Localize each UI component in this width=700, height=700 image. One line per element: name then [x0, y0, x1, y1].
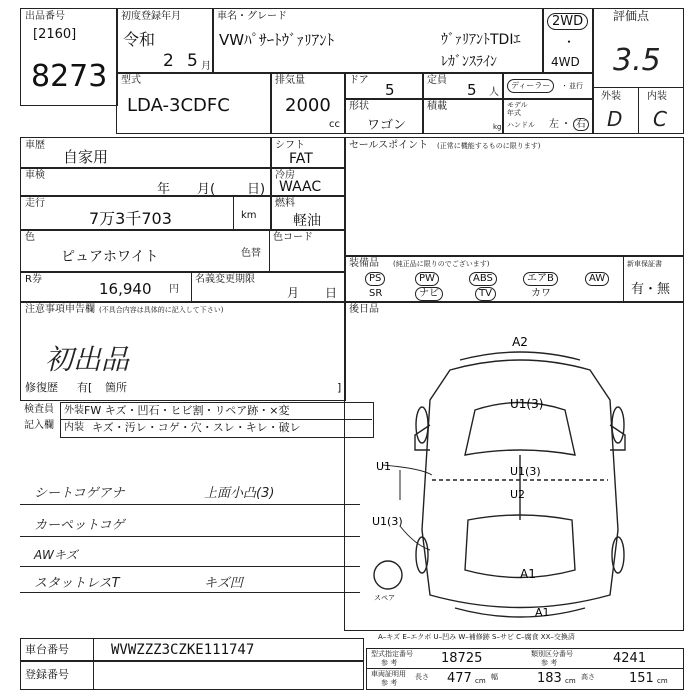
mileage-divider: [233, 196, 234, 230]
exterior-label: 外装: [601, 91, 621, 102]
equip-aw: AW: [585, 272, 609, 286]
spec-length-label: 長さ: [415, 673, 429, 681]
handle-label: ハンドル: [507, 121, 535, 129]
remark-left-0: シートコゲアナ: [34, 486, 125, 501]
equipment-box: [344, 255, 684, 303]
ac-box: [270, 167, 346, 197]
load-unit: kg: [493, 123, 502, 131]
body-value: ワゴン: [367, 118, 407, 133]
repair-label: 修復歴: [25, 381, 58, 394]
sales-point-box: [344, 137, 684, 257]
spec-length-unit: cm: [475, 677, 486, 685]
rating-box: [592, 8, 684, 134]
repair-close: ]: [337, 381, 342, 394]
inspector-label-2: 記入欄: [24, 420, 54, 431]
car-name-label: 車名・グレード: [217, 11, 287, 22]
interior-title: 内装: [64, 422, 84, 433]
notes-handwritten: 初出品: [45, 343, 130, 376]
body-box: [344, 98, 424, 134]
car-name-value: VWﾊﾟｻｰﾄｳﾞｧﾘｱﾝﾄ: [219, 31, 335, 49]
doors-box: [344, 72, 424, 100]
spec-class-value: 4241: [613, 651, 647, 666]
spec-width-unit: cm: [565, 677, 576, 685]
model-year-label-1: モデル: [507, 101, 528, 109]
equip-sr: SR: [369, 288, 383, 299]
notes-note: (不具合内容は具体的に記入して下さい): [99, 306, 224, 314]
displacement-unit: cc: [329, 119, 340, 130]
diag-label-u1-left: U1: [376, 460, 392, 473]
diag-label-a1-rear: A1: [520, 567, 536, 581]
interior-text: キズ・汚レ・コゲ・穴・スレ・キレ・破レ: [92, 421, 301, 434]
color-value: ピュアホワイト: [61, 249, 159, 265]
diag-label-a1-bumper: A1: [535, 606, 550, 619]
repair-unit: 箇所: [105, 381, 127, 394]
ac-value: WAAC: [279, 179, 322, 195]
notes-box: [20, 301, 346, 401]
body-label: 形状: [349, 101, 369, 112]
warranty-label: 新車保証書: [627, 260, 662, 268]
capacity-box: [422, 72, 504, 100]
equip-abs: ABS: [469, 272, 497, 286]
rating-label: 評価点: [613, 9, 650, 23]
car-grade-1: ｳﾞｧﾘｱﾝﾄTDIｴ: [441, 32, 521, 48]
remark-line-1: [20, 536, 360, 537]
color-divider: [269, 230, 270, 272]
car-grade-2: ﾚｶﾞﾝｽﾗｲﾝ: [441, 54, 497, 70]
spec-cert-label: 車両証明用: [371, 670, 406, 678]
shift-box: [270, 137, 346, 169]
car-name-box: [212, 8, 544, 74]
spec-height-label: 高さ: [581, 673, 595, 681]
model-box: [116, 72, 272, 134]
color-change-label: 色替: [241, 248, 261, 259]
capacity-label: 定員: [427, 75, 447, 86]
load-label: 積載: [427, 101, 447, 112]
displacement-value: 2000: [285, 95, 331, 116]
lot-number: 8273: [31, 59, 108, 94]
model-value: LDA-3CDFC: [127, 95, 230, 116]
equip-airbag: エアB: [523, 272, 558, 286]
exterior-title: 外装: [64, 405, 84, 416]
color-label: 色: [25, 232, 35, 243]
handle-dot: ・: [561, 119, 571, 130]
mileage-value: 7万3千703: [89, 209, 172, 228]
diag-label-u1-center: U1(3): [510, 465, 541, 478]
shift-label: シフト: [275, 140, 305, 151]
spec-row-line: [367, 668, 683, 669]
interior-label: 内装: [647, 91, 667, 102]
repair-value: 有[: [77, 381, 93, 394]
model-year-label-2: 年式: [507, 109, 521, 117]
interior-grade: C: [653, 107, 667, 131]
equipment-note: (純正品に限りのでございます): [393, 260, 490, 268]
dealer-sep: ・: [561, 82, 568, 90]
chassis-box: [20, 638, 364, 662]
lot-sub: [2160]: [33, 27, 77, 42]
equip-navi: ナビ: [415, 287, 443, 301]
mileage-label: 走行: [25, 198, 45, 209]
inspection-label: 車検: [25, 170, 45, 181]
equip-leather: カワ: [531, 288, 551, 299]
ac-label: 冷房: [275, 170, 295, 181]
first-reg-era: 令和: [123, 30, 156, 49]
first-reg-month: 5: [187, 51, 198, 71]
spec-model-label: 型式指定番号: [371, 650, 413, 658]
spec-length-value: 477: [447, 671, 472, 686]
regno-divider: [93, 661, 94, 689]
displacement-box: [270, 72, 346, 134]
name-change-label: 名義変更期限: [195, 274, 255, 285]
color-box: [20, 229, 346, 273]
color-code-label: 色コード: [273, 232, 313, 243]
recycle-value: 16,940: [99, 280, 152, 298]
recycle-label: R券: [25, 274, 42, 285]
inspection-box: [20, 167, 272, 197]
regno-label: 登録番号: [25, 668, 69, 681]
history-value: 自家用: [63, 148, 109, 166]
drive-box: [542, 8, 594, 74]
car-damage-diagram: [360, 330, 680, 630]
equip-tv: TV: [475, 287, 496, 301]
dealer-box: [502, 72, 594, 100]
mileage-unit: km: [241, 210, 257, 221]
diag-label-spare: スペア: [374, 594, 395, 602]
remark-line-3: [20, 592, 360, 593]
sales-point-note: (正常に機能するものに限ります): [437, 142, 541, 150]
first-reg-year: 2: [163, 51, 174, 71]
spec-width-label: 幅: [491, 673, 498, 681]
warranty-value: 有・無: [631, 282, 671, 297]
drive-dot: ・: [563, 35, 576, 49]
dealer-parallel: 並行: [569, 82, 583, 90]
recycle-box: [20, 271, 346, 303]
equip-pw: PW: [415, 272, 439, 286]
warranty-divider: [623, 256, 624, 302]
spec-class-label: 類別区分番号: [531, 650, 573, 658]
first-reg-box: [116, 8, 214, 74]
exterior-grade: D: [607, 107, 623, 131]
chassis-value: WVWZZZ3CZKE111747: [111, 642, 255, 658]
inspection-day: 日): [247, 182, 266, 197]
recycle-divider: [191, 272, 192, 302]
recycle-unit: 円: [169, 284, 179, 295]
drive-4wd: 4WD: [551, 55, 580, 69]
spec-width-value: 183: [537, 671, 562, 686]
inspector-label-1: 検査員: [24, 404, 54, 415]
remark-line-2: [20, 566, 360, 567]
drive-2wd: 2WD: [547, 13, 588, 30]
recycle-month: 月: [287, 286, 300, 300]
diag-label-u1-roof: U1(3): [510, 397, 544, 411]
fuel-box: [270, 195, 346, 231]
spec-model-sub: 参 考: [381, 659, 398, 667]
dealer-label: ディーラー: [507, 79, 554, 93]
capacity-unit: 人: [489, 87, 499, 98]
diag-label-u2: U2: [510, 488, 526, 501]
regno-box: [20, 660, 364, 690]
spec-height-unit: cm: [657, 677, 668, 685]
inspection-year: 年: [157, 182, 171, 197]
inspection-month: 月(: [197, 182, 216, 197]
remark-left-2: AWキズ: [34, 548, 78, 562]
inspector-row-line: [60, 419, 372, 420]
shift-value: FAT: [289, 151, 313, 167]
model-year-box: [502, 98, 594, 134]
first-reg-label: 初度登録年月: [121, 11, 181, 22]
inspector-area: [20, 402, 360, 438]
load-box: [422, 98, 504, 134]
capacity-value: 5: [467, 81, 477, 99]
model-label: 型式: [121, 75, 141, 86]
remark-left-3: スタットレスT: [34, 576, 120, 591]
diag-label-u1-lower: U1(3): [372, 515, 403, 528]
recycle-day: 日: [325, 286, 338, 300]
remark-left-1: カーペットコゲ: [34, 518, 125, 533]
chassis-label: 車台番号: [25, 643, 69, 656]
rating-split: [638, 87, 639, 133]
spec-cert-sub: 参 考: [381, 679, 398, 687]
doors-value: 5: [385, 81, 395, 99]
equip-ps: PS: [365, 272, 385, 286]
spec-height-value: 151: [629, 671, 654, 686]
chassis-divider: [93, 639, 94, 661]
fuel-value: 軽油: [293, 213, 321, 229]
diag-label-a2: A2: [512, 335, 528, 349]
exterior-text: FW キズ・凹石・ヒビ割・リペア跡・×変: [84, 404, 290, 417]
equipment-label: 装備品: [349, 258, 379, 269]
history-label: 車歴: [25, 140, 45, 151]
notes-label: 注意事項申告欄: [25, 304, 95, 315]
rating-score: 3.5: [613, 43, 661, 78]
spec-class-sub: 参 考: [541, 659, 558, 667]
handle-left: 左: [549, 119, 559, 130]
mileage-box: [20, 195, 272, 231]
remark-right-3: キズ凹: [204, 576, 243, 591]
displacement-label: 排気量: [275, 75, 305, 86]
rear-label: 後日品: [349, 304, 379, 315]
spec-box: [366, 648, 684, 690]
sales-point-label: セールスポイント: [349, 140, 429, 151]
lot-box: [20, 8, 118, 106]
damage-legend: A–キズ E–エクボ U–凹み W–補修跡 S–サビ C–腐食 XX–交換済: [378, 633, 575, 641]
first-reg-month-unit: 月: [201, 61, 211, 72]
remark-right-0: 上面小凸(3): [204, 486, 275, 501]
fuel-label: 燃料: [275, 198, 295, 209]
spec-model-value: 18725: [441, 651, 483, 666]
remark-line-0: [20, 504, 360, 505]
lot-label: 出品番号: [25, 11, 65, 22]
doors-label: ドア: [349, 75, 369, 86]
remarks-area: [20, 466, 360, 616]
handle-right: 右: [573, 118, 589, 131]
history-box: [20, 137, 272, 169]
